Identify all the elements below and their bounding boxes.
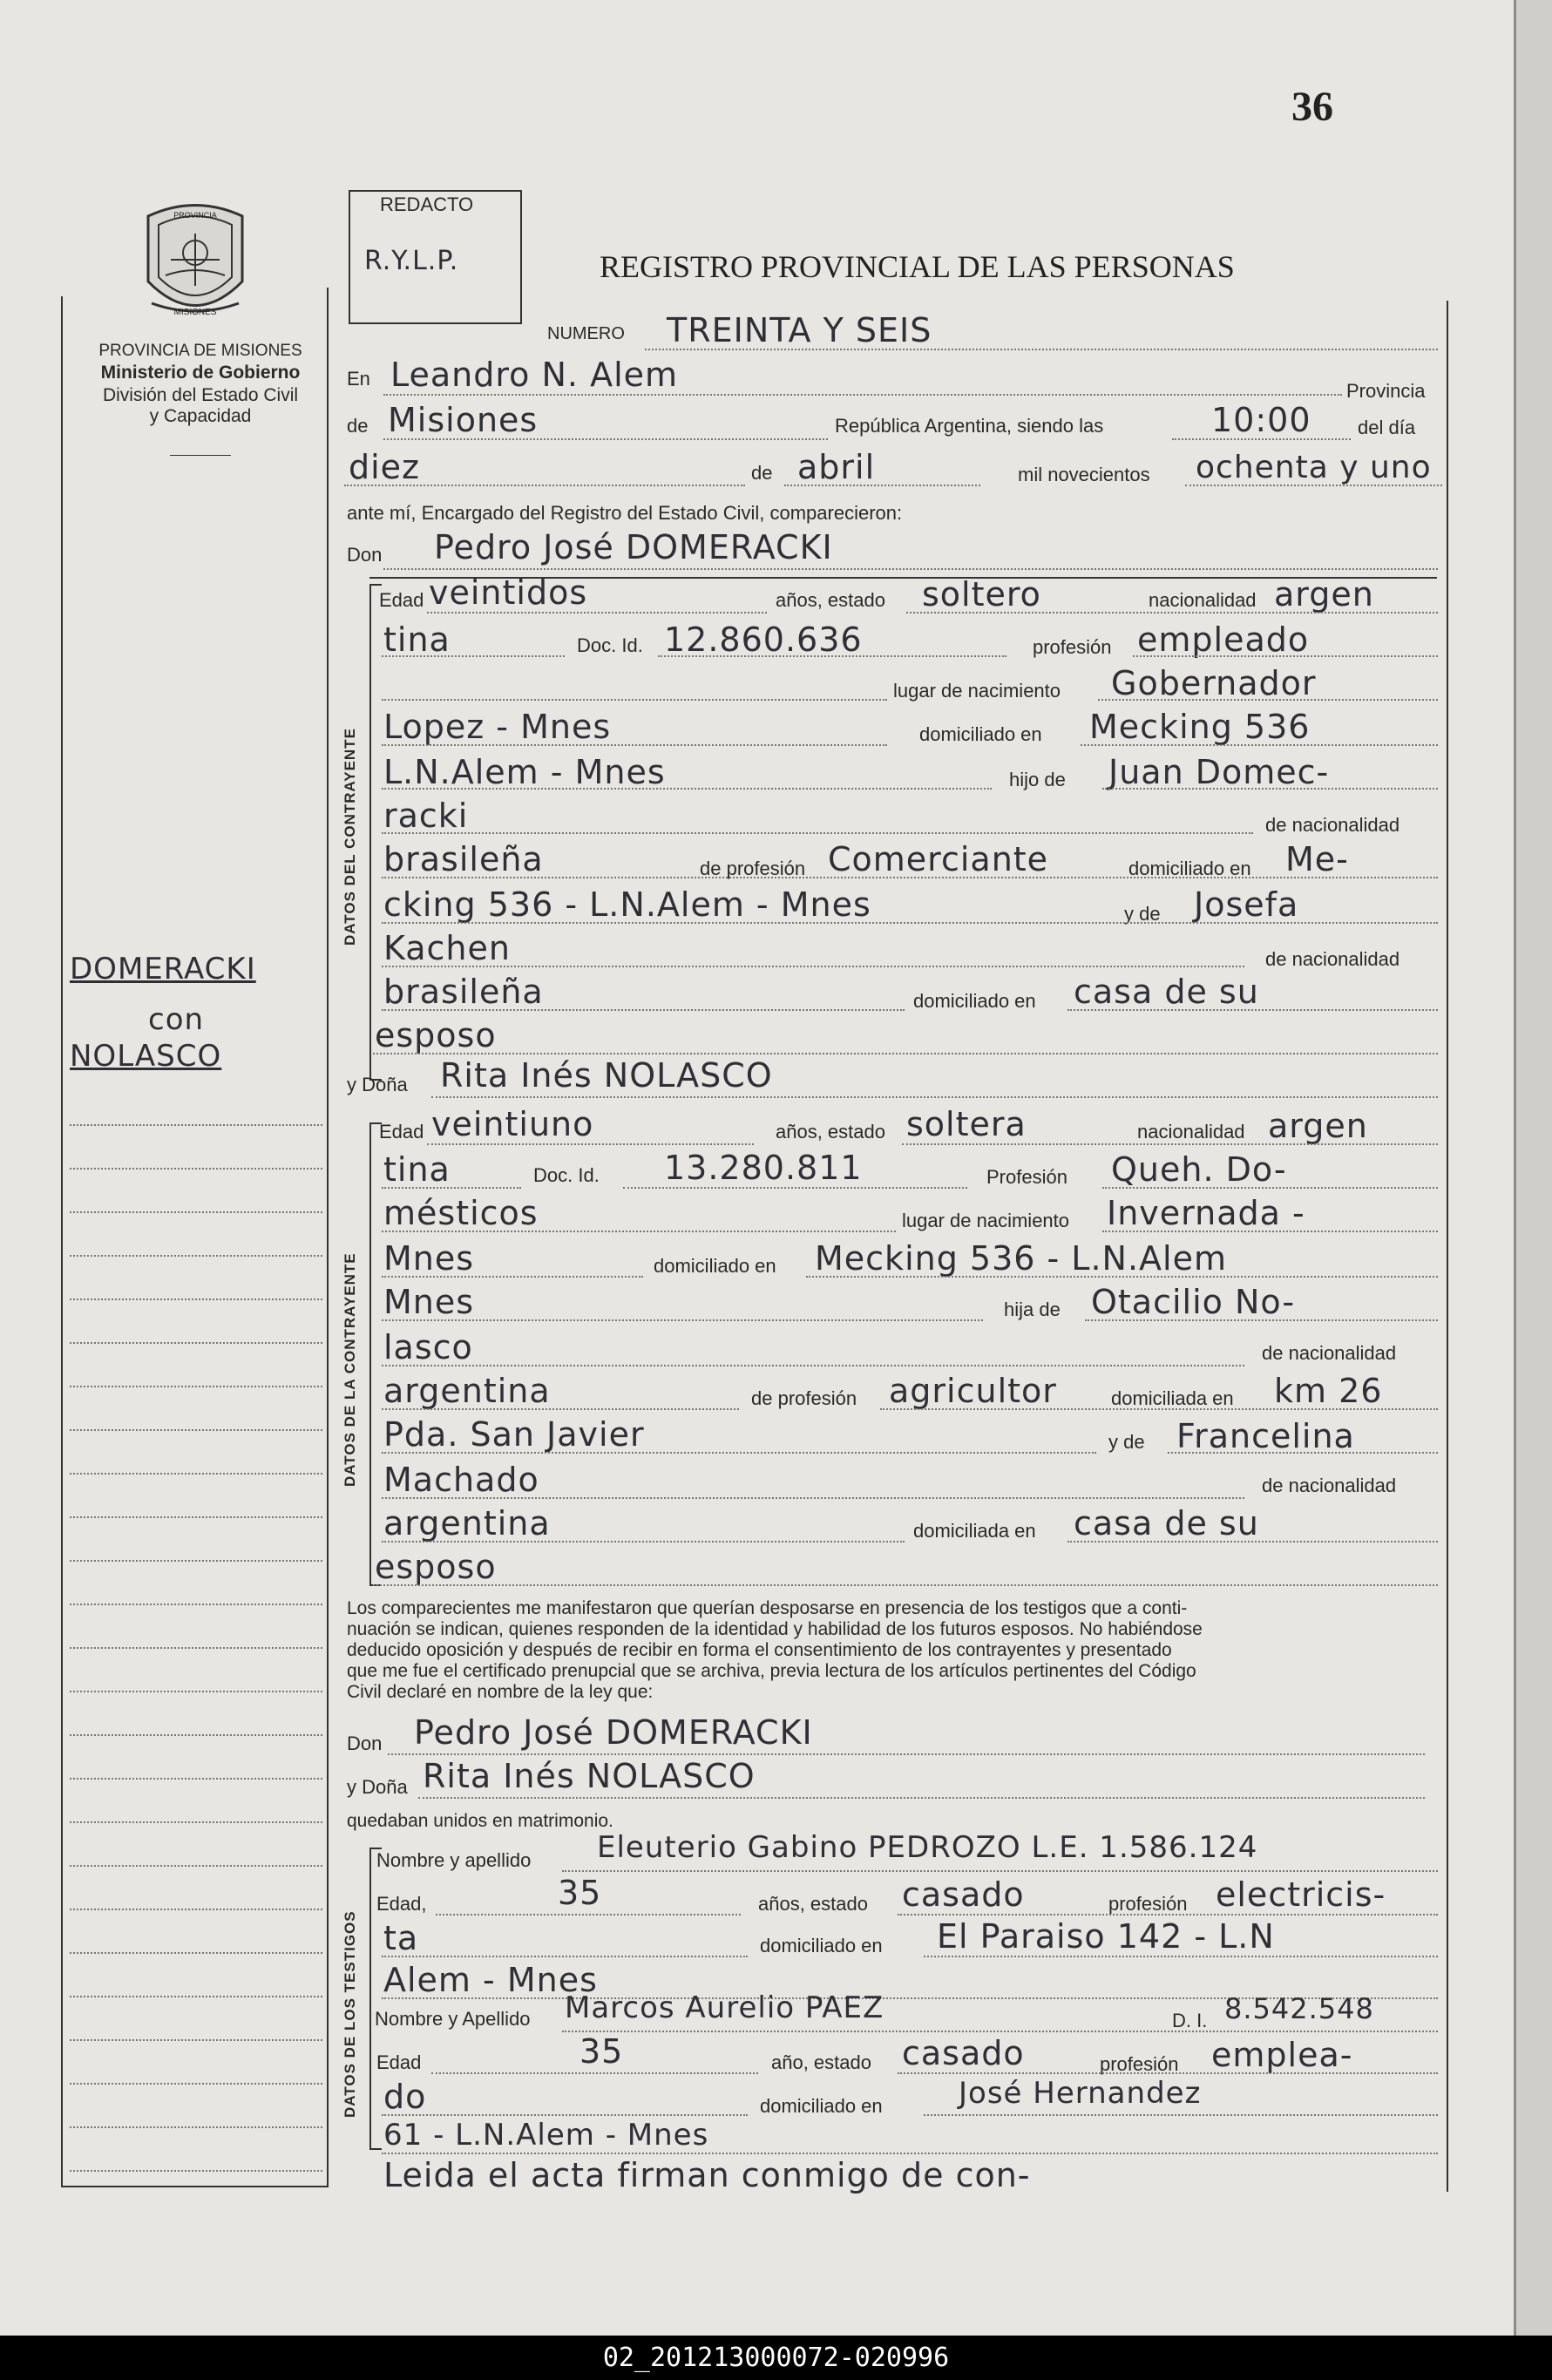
f-madre-dom-a: casa de su [1074,1504,1259,1543]
left-margin-dotted-line [70,2083,322,2085]
f-doc-value: 13.280.811 [664,1149,863,1187]
t2-estado-value: casado [902,2034,1025,2072]
book-binding-edge [1514,0,1552,2336]
t1-prof-a: electricis- [1216,1875,1386,1914]
t2-nombre-value: Marcos Aurelio PAEZ [565,1990,884,2025]
left-margin-dotted-line [70,1604,322,1605]
de-value: Misiones [388,401,539,439]
left-division: División del Estado Civil [102,385,299,405]
f-padre-dom-b: Pda. San Javier [383,1415,645,1454]
contrayente-bracket [369,584,371,1079]
f-de-nac2-label: de nacionalidad [1262,1475,1397,1496]
c-padre-value-a: Juan Domec- [1108,753,1330,791]
t2-edad-value: 35 [579,2032,624,2071]
don-value: Pedro José DOMERACKI [434,528,833,566]
c-padre-value-b: racki [383,797,469,835]
margin-note-surname1: DOMERACKI [70,952,256,987]
provincial-seal [139,199,251,321]
left-border [61,296,63,2187]
c-madre-nac: brasileña [383,973,544,1011]
f-nac-value-b: tina [383,1150,451,1189]
left-margin-dotted-line [70,1734,322,1736]
c-madre-dom-label: domiciliado en [913,990,1036,1012]
left-province: PROVINCIA DE MISIONES [98,342,302,360]
c-de-prof-label: de profesión [700,858,806,879]
f-lugar-label: lugar de nacimiento [902,1210,1070,1231]
c-de-nac2-label: de nacionalidad [1265,948,1400,970]
c-madre-dom-a: casa de su [1074,973,1259,1011]
f-lugar-value-a: Invernada - [1107,1194,1305,1232]
c-edad-label: Edad [379,589,424,611]
left-margin-dotted-line [70,1429,322,1431]
don-label: Don [347,544,383,566]
f-estado-value: soltera [906,1105,1027,1143]
scan-filename: 02_201213000072-020996 [0,2336,1552,2380]
en-label: En [347,368,370,390]
mes-value: abril [797,448,876,486]
c-padre-dom-b: cking 536 - L.N.Alem - Mnes [383,885,871,924]
declaration-line5: Civil declaré en nombre de la ley que: [347,1682,654,1702]
testigos-section-label: DATOS DE LOS TESTIGOS [342,1910,358,2118]
c-padre-nac: brasileña [383,840,544,878]
c-estado-value: soltero [922,575,1041,614]
f-padre-nac: argentina [383,1372,551,1410]
t1-edad-value: 35 [558,1874,602,1912]
left-margin-dotted-line [70,1647,322,1649]
t2-doc-value: 8.542.548 [1224,1992,1374,2025]
declaration-line3: deducido oposición y después de recibir en forma el consentimiento de los contrayentes y presentado [347,1640,1172,1660]
f-dom-label: domiciliado en [654,1255,776,1277]
contrayenta-section-label: DATOS DE LA CONTRAYENTE [342,1252,358,1487]
t1-edad-label: Edad, [376,1893,427,1915]
left-margin-dotted-line [70,1560,322,1562]
left-margin-dotted-line [70,1255,322,1257]
republica-label: República Argentina, siendo las [835,415,1104,437]
f-lugar-value-b: Mnes [383,1239,475,1278]
redacto-value: R.Y.L.P. [364,246,459,276]
t2-prof-label: profesión [1100,2053,1179,2075]
t2-edad-label: Edad [376,2051,422,2073]
left-margin-dotted-line [70,2170,322,2172]
document-title: REGISTRO PROVINCIAL DE LAS PERSONAS [600,249,1235,284]
f-hija-label: hija de [1004,1298,1061,1320]
t2-dom-b: 61 - L.N.Alem - Mnes [383,2118,709,2153]
f-edad-label: Edad [379,1121,424,1143]
decl-quedaban: quedaban unidos en matrimonio. [347,1811,613,1831]
left-ministry: Ministerio de Gobierno [100,363,301,383]
c-prof-value: empleado [1137,620,1310,659]
c-madre-dom-b: esposo [375,1016,497,1054]
f-anios-label: años, estado [776,1121,885,1143]
c-lugar-label: lugar de nacimiento [893,680,1061,702]
f-y-de-label: y de [1108,1431,1145,1453]
f-dom-value-b: Mnes [383,1283,475,1321]
c-lugar-value-b: Lopez - Mnes [383,708,612,746]
decl-dona-value: Rita Inés NOLASCO [423,1757,756,1795]
decl-dona-label: y Doña [347,1776,408,1798]
t1-nombre-value: Eleuterio Gabino PEDROZO L.E. 1.586.124 [597,1830,1258,1865]
f-nac-value-a: argen [1268,1107,1368,1145]
c-prof-label: profesión [1033,636,1112,658]
left-margin-dotted-line [70,2039,322,2041]
c-dom-value-a: Mecking 536 [1089,708,1311,746]
left-divider [170,455,231,456]
f-madre-value-a: Francelina [1176,1417,1355,1455]
right-border [1447,301,1448,2192]
declaration-line2: nuación se indican, quienes responden de la identidad y habilidad de los futuros esposos. No habiéndose [347,1619,1203,1639]
redacto-label: REDACTO [380,193,474,215]
numero-label: NUMERO [547,324,625,343]
c-madre-value-b: Kachen [383,929,511,967]
dia-value: diez [349,448,421,486]
left-margin-dotted-line [70,1821,322,1823]
left-margin-dotted-line [70,1778,322,1780]
c-padre-dom-label: domiciliado en [1128,858,1251,879]
closing-line: Leida el acta firman conmigo de con- [383,2156,1031,2194]
margin-note-surname2: NOLASCO [70,1039,222,1074]
c-nac-label: nacionalidad [1149,589,1257,611]
de-label: de [347,415,369,437]
c-doc-value: 12.860.636 [664,620,863,659]
left-margin-dotted-line [70,1691,322,1692]
left-margin-dotted-line [70,2126,322,2128]
left-margin-dotted-line [70,1298,322,1300]
left-column-border [327,288,329,2187]
left-margin-dotted-line [70,1386,322,1387]
t1-dom-a: El Paraiso 142 - L.N [937,1917,1275,1956]
left-margin-dotted-line [70,1168,322,1170]
c-hijo-label: hijo de [1009,769,1066,790]
c-dom-label: domiciliado en [919,723,1042,745]
en-value: Leandro N. Alem [390,356,679,394]
contrayente-section-label: DATOS DEL CONTRAYENTE [342,728,358,946]
f-padre-dom-a: km 26 [1274,1372,1383,1410]
dona-label: y Doña [347,1074,408,1095]
left-margin-dotted-line [70,1124,322,1126]
left-margin-dotted-line [70,1516,322,1518]
del-dia-label: del día [1358,417,1416,438]
mil-label: mil novecientos [1018,464,1150,485]
left-margin-dotted-line [70,1952,322,1954]
left-bottom-border [61,2186,327,2187]
c-padre-prof: Comerciante [828,840,1049,878]
c-y-de-label: y de [1124,903,1161,925]
t2-prof-b: do [383,2078,427,2116]
dona-value: Rita Inés NOLASCO [440,1056,773,1095]
seal-icon [139,199,251,321]
c-padre-dom-a: Me- [1285,840,1349,878]
decl-don-value: Pedro José DOMERACKI [414,1713,813,1752]
f-padre-prof: agricultor [889,1372,1057,1410]
f-doc-label: Doc. Id. [533,1164,600,1186]
t1-anios-label: años, estado [758,1893,868,1915]
f-madre-dom-label: domiciliada en [913,1520,1036,1542]
c-nac-value-b: tina [383,620,451,659]
left-margin-dotted-line [70,1996,322,1997]
c-madre-value-a: Josefa [1194,885,1299,924]
f-madre-dom-b: esposo [375,1548,497,1586]
t1-dom-b: Alem - Mnes [383,1961,598,1999]
left-margin-dotted-line [70,1342,322,1344]
left-capacity: y Capacidad [149,406,252,426]
t1-nombre-label: Nombre y apellido [376,1849,532,1871]
f-prof-value-b: mésticos [383,1194,539,1232]
numero-value: TREINTA Y SEIS [667,311,932,349]
c-de-nac-label: de nacionalidad [1265,814,1400,836]
hora-value: 10:00 [1211,401,1311,439]
t1-prof-b: ta [383,1919,419,1957]
t1-estado-value: casado [902,1875,1025,1914]
t2-doc-label: D. I. [1172,2010,1208,2031]
t1-prof-label: profesión [1108,1893,1188,1915]
declaration-line1: Los comparecientes me manifestaron que querían desposarse en presencia de los testigos que a conti- [347,1598,1188,1618]
t2-dom-a: José Hernandez [959,2076,1202,2111]
c-edad-value: veintidos [429,573,588,612]
t1-dom-label: domiciliado en [760,1935,883,1956]
provincia-label: Provincia [1346,380,1426,402]
declaration-line4: que me fue el certificado prenupcial que se archiva, previa lectura de los artículos pertinentes del Código [347,1661,1196,1681]
decl-don-label: Don [347,1732,383,1754]
f-madre-value-b: Machado [383,1461,539,1499]
t2-prof-a: emplea- [1211,2036,1353,2074]
c-lugar-value-a: Gobernador [1111,664,1317,702]
anio-value: ochenta y uno [1196,450,1432,485]
left-margin-dotted-line [70,1211,322,1213]
margin-note-con: con [148,1002,205,1037]
c-nac-value-a: argen [1274,575,1374,614]
testigos-bracket [369,1848,371,2148]
f-edad-value: veintiuno [431,1105,594,1143]
f-dom-value-a: Mecking 536 - L.N.Alem [815,1239,1228,1278]
svg-text:MISIONES: MISIONES [173,308,217,317]
svg-text:PROVINCIA: PROVINCIA [173,211,217,220]
f-padre-value-b: lasco [383,1328,473,1366]
f-de-nac-label: de nacionalidad [1262,1342,1397,1364]
t2-dom-label: domiciliado en [760,2095,883,2117]
t2-nombre-label: Nombre y Apellido [375,2008,531,2030]
f-prof-label: Profesión [986,1166,1067,1188]
f-prof-value-a: Queh. Do- [1111,1150,1287,1189]
left-margin-dotted-line [70,1909,322,1910]
de2-label: de [751,462,773,484]
f-padre-dom-label: domiciliada en [1111,1387,1234,1409]
c-anios-label: años, estado [776,589,885,611]
c-dom-value-b: L.N.Alem - Mnes [383,753,666,791]
page-number: 36 [1291,84,1333,130]
ante-mi-text: ante mí, Encargado del Registro del Estado Civil, comparecieron: [347,502,903,524]
left-margin-dotted-line [70,1865,322,1867]
t2-anio-label: año, estado [771,2051,871,2073]
f-madre-nac: argentina [383,1504,551,1543]
contrayenta-bracket [369,1122,371,1584]
f-padre-value-a: Otacilio No- [1091,1283,1296,1321]
f-de-prof-label: de profesión [751,1387,857,1409]
left-margin-dotted-line [70,1473,322,1475]
c-doc-label: Doc. Id. [577,634,643,656]
f-nac-label: nacionalidad [1137,1121,1245,1143]
